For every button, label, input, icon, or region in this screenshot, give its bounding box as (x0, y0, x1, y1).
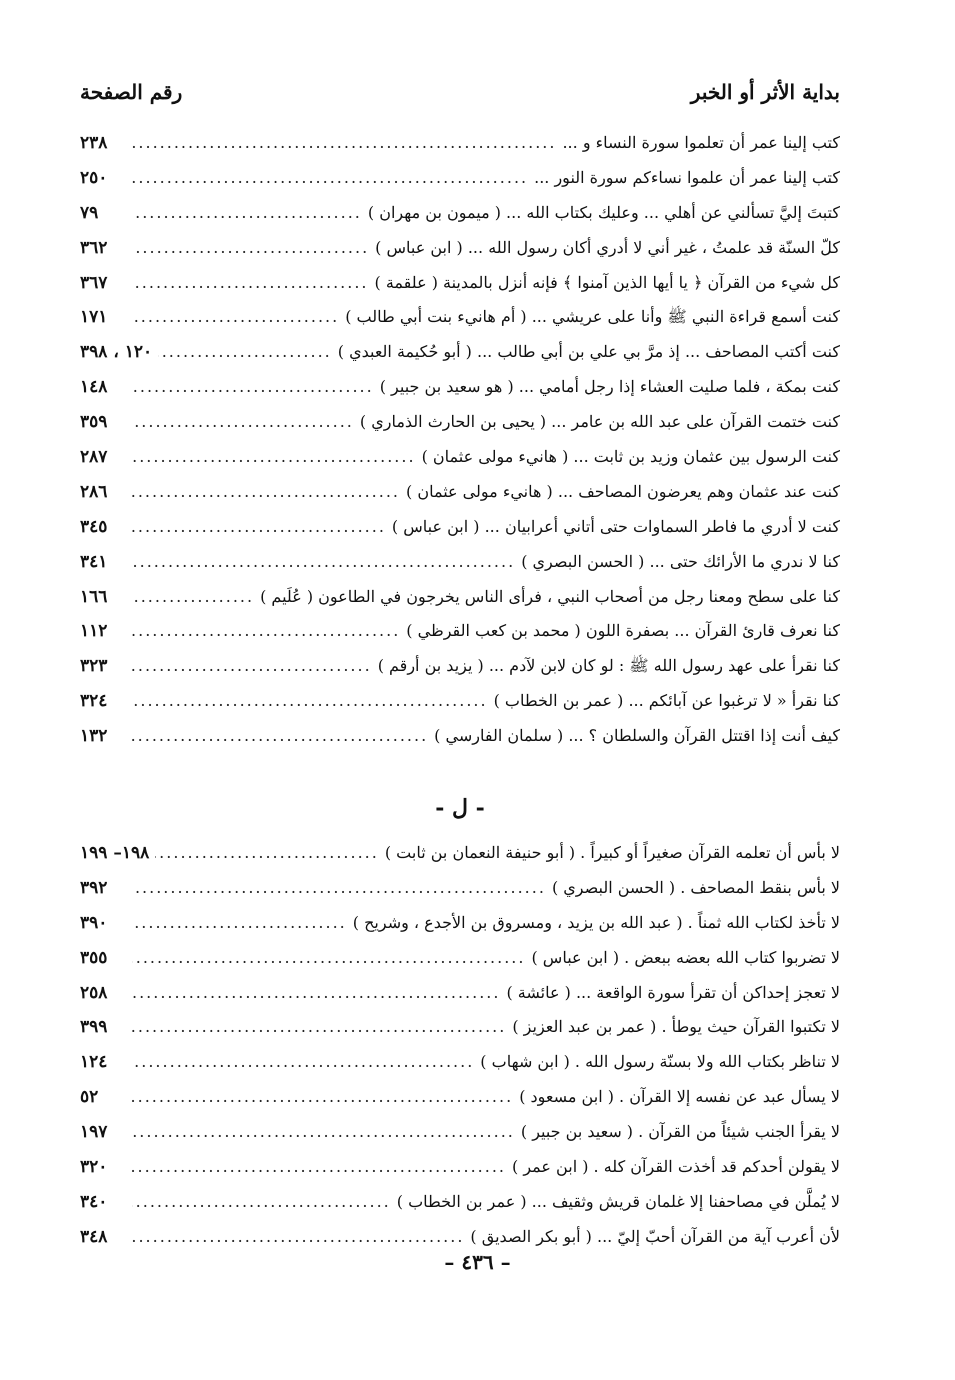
entry-text: كنت الرسول بين عثمان وزيد بن ثابت ... ( هانيء مولى عثمان ) (421, 447, 840, 467)
entry-text: كلّ السنّة قد علمتُ ، غير أني لا أدري أكان رسول الله ... ( ابن عباس ) (375, 237, 840, 257)
entry-text: كتب إلينا عمر أن تعلموا سورة النساء و ... (562, 133, 840, 152)
entry-page-number: ١٩٧ (80, 1122, 108, 1143)
leader-dots (132, 475, 400, 510)
entry-page-number: ٣٤٠ (80, 1191, 108, 1212)
index-entry (80, 1010, 840, 1045)
index-entry (80, 1115, 840, 1150)
index-entry (80, 370, 840, 405)
leader-dots (132, 266, 369, 301)
entry-text: كنت لا أدري ما فاطر السماوات حتى أتاني أعرابيان ... ( ابن عباس ) (391, 516, 840, 536)
entry-text: لا بأس أن تعلمه القرآن صغيراً أو كبيراً . ( أبو حنيفة النعمان بن ثابت ) (384, 843, 840, 863)
index-entry (80, 871, 840, 906)
page-number-column-title: رقم الصفحة (80, 80, 183, 104)
leader-dots (132, 126, 556, 161)
entry-page-number: ١٢٠ ، ٣٩٨ (80, 342, 153, 363)
entry-page-number: ٣٢٣ (80, 656, 108, 677)
page-footer-number: – ٤٣٦ – (444, 1250, 511, 1274)
entry-page-number: ٢٨٦ (80, 481, 108, 502)
index-entry (80, 580, 840, 615)
entry-text: لا يقولن أحدكم قد أخذت القرآن كله . ( ابن عمر ) (512, 1157, 840, 1177)
entry-page-number: ٣٥٩ (80, 412, 108, 433)
leader-dots (132, 196, 362, 231)
entry-page-number: ١١٢ (80, 621, 108, 642)
leader-dots (132, 871, 546, 906)
leader-dots (132, 1080, 513, 1115)
index-entry (80, 941, 840, 976)
index-page (80, 80, 840, 1255)
entry-text: لا تعجز إحداكن أن تقرأ سورة الواقعة ... ( عائشة ) (506, 982, 840, 1002)
entry-page-number: ٣٩٠ (80, 912, 108, 933)
leader-dots (132, 440, 416, 475)
entry-text: لا يسأل عبد عن نفسه إلا القرآن . ( ابن مسعود ) (519, 1087, 840, 1107)
index-header (80, 80, 840, 120)
leader-dots (132, 161, 528, 196)
index-entry (80, 1150, 840, 1185)
entry-text: كنت بمكة ، فلما صليت العشاء إذا رجل أمامي ... ( هو سعيد بن جبير ) (379, 377, 840, 397)
entry-text: كتبتَ إليَّ تسألني عن أهلي ... وعليك بكتاب الله ... ( ميمون بن مهران ) (367, 202, 840, 222)
index-entry (80, 906, 840, 941)
entry-text: كنت أكتب المصاحف ... إذ مرَّ بي علي بن أبي طالب ... ( أبو حُكيمة العبدي ) (337, 342, 840, 362)
leader-dots (132, 1115, 515, 1150)
index-entry (80, 545, 840, 580)
entry-text: لا يُملَّن في مصاحفنا إلا غلمان قريش وثقيف ... ( عمر بن الخطاب ) (396, 1191, 840, 1211)
section-lam-entries (80, 836, 840, 1255)
entry-page-number: ١٦٦ (80, 586, 108, 607)
index-entry (80, 126, 840, 161)
index-entry (80, 1185, 840, 1220)
leader-dots (132, 1045, 474, 1080)
entry-page-number: ٣٢٠ (80, 1157, 108, 1178)
entry-page-number: ١٢٤ (80, 1052, 108, 1073)
entry-page-number: ٢٣٨ (80, 133, 108, 153)
leader-dots (132, 1010, 506, 1045)
leader-dots (132, 906, 347, 941)
index-entry (80, 196, 840, 231)
index-entry (80, 300, 840, 335)
leader-dots (132, 976, 500, 1011)
entry-page-number: ١٤٨ (80, 377, 108, 398)
leader-dots (155, 836, 379, 871)
index-entry (80, 1045, 840, 1080)
leader-dots (132, 545, 515, 580)
entry-page-number: ٣٩٢ (80, 877, 108, 898)
entry-page-number: ٣٩٩ (80, 1017, 108, 1038)
index-entry (80, 1080, 840, 1115)
entry-text: لا تضربوا كتاب الله بعضه ببعض . ( ابن عباس ) (531, 947, 840, 967)
leader-dots (132, 684, 488, 719)
entry-page-number: ٣٤١ (80, 551, 108, 572)
index-entry (80, 510, 840, 545)
leader-dots (132, 614, 400, 649)
index-entry (80, 649, 840, 684)
leader-dots (132, 580, 254, 615)
index-entry (80, 719, 840, 754)
entry-page-number: ٣٤٥ (80, 516, 108, 537)
index-entry (80, 976, 840, 1011)
entry-page-number: ٣٢٤ (80, 691, 108, 712)
entry-text: لا بأس بنقط المصاحف . ( الحسن البصري ) (551, 877, 840, 897)
entry-page-number: ٣٥٥ (80, 947, 108, 968)
entry-text: كنا نعرف قارئ القرآن ... بصفرة اللون ( محمد بن كعب القرظي ) (406, 621, 840, 641)
index-entry (80, 440, 840, 475)
leader-dots (132, 370, 374, 405)
entry-text: كنا لا ندري ما الأرائك حتى ... ( الحسن البصري ) (521, 551, 840, 571)
entry-text: كل شيء من القرآن ﴿ يا أيها الذين آمنوا ﴾ فإنه أنزل بالمدينة ( علقمة ) (374, 272, 840, 292)
leader-dots (132, 1150, 506, 1185)
index-entry (80, 161, 840, 196)
entry-text: لا تأخذ لكتاب الله ثمناً . ( عبد الله بن يزيد ، ومسروق بن الأجدع ، وشريح ) (352, 912, 840, 932)
entry-page-number: ٣٤٨ (80, 1226, 108, 1247)
leader-dots (132, 1185, 391, 1220)
leader-dots (132, 231, 369, 266)
section-lam-heading: - ل - (435, 795, 485, 822)
leader-dots (132, 405, 354, 440)
leader-dots (132, 719, 428, 754)
entry-page-number: ١٣٢ (80, 726, 108, 747)
entry-text: كنت أسمع قراءة النبي ﷺ وأنا على عريشي ... ( أم هانيء بنت أبي طالب ) (345, 307, 840, 327)
entry-page-number: ٢٥٠ (80, 167, 108, 188)
entry-text: لأن أعرب آية من القرآن أحبّ إليّ ... ( أبو بكر الصديق ) (470, 1226, 840, 1246)
entry-page-number: ٥٢ (80, 1087, 99, 1108)
entry-page-number: ٧٩ (80, 202, 99, 223)
leader-dots (158, 335, 332, 370)
entry-text: لا تكتبوا القرآن حيث يوطأ . ( عمر بن عبد العزيز ) (512, 1017, 840, 1037)
entry-page-number: ٣٦٧ (80, 272, 108, 293)
leader-dots (132, 300, 339, 335)
leader-dots (132, 649, 372, 684)
index-entry (80, 335, 840, 370)
entry-text: كنت ختمت القرآن على عبد الله بن عامر ... ( يحيى بن الحارث الذماري ) (359, 412, 840, 432)
beginning-column-title: بداية الأثر أو الخبر (690, 80, 840, 104)
entry-page-number: ٣٦٢ (80, 237, 108, 258)
entry-text: كنا نقرأ « لا ترغبوا عن آبائكم ... ( عمر بن الخطاب ) (493, 691, 840, 711)
entry-page-number: ٢٥٨ (80, 982, 108, 1003)
entry-text: كنت عند عثمان وهم يعرضون المصاحف ... ( هانيء مولى عثمان ) (406, 481, 840, 501)
leader-dots (132, 941, 525, 976)
entry-text: كتب إلينا عمر أن علموا نساءكم سورة النور ... (534, 167, 840, 187)
index-entry (80, 266, 840, 301)
entry-text: كنا على سطح ومعنا رجل من أصحاب النبي ، فرأى الناس يخرجون في الطاعون ( عُلَيم ) (260, 586, 840, 606)
index-entry (80, 684, 840, 719)
index-entry (80, 405, 840, 440)
entry-page-number: ١٩٨– ١٩٩ (80, 843, 150, 864)
index-entry (80, 614, 840, 649)
index-entry (80, 475, 840, 510)
entry-text: كنا نقرأ على عهد رسول الله ﷺ : لو كان لابن لآدم ... ( يزيد بن أرقم ) (377, 656, 840, 676)
entry-text: كيف أنت إذا اقتتل القرآن والسلطان ؟ ... ( سلمان الفارسي ) (434, 726, 840, 746)
entry-page-number: ١٧١ (80, 307, 108, 328)
index-entry (80, 231, 840, 266)
entry-text: لا يقرأ الجنب شيئاً من القرآن . ( سعيد بن جبير ) (520, 1122, 840, 1142)
entry-page-number: ٢٨٧ (80, 447, 108, 468)
leader-dots (132, 510, 386, 545)
entry-text: لا تناظر بكتاب الله ولا بسنّة رسول الله . ( ابن شهاب ) (480, 1052, 840, 1072)
index-entry (80, 836, 840, 871)
section-kaf-entries (80, 126, 840, 754)
